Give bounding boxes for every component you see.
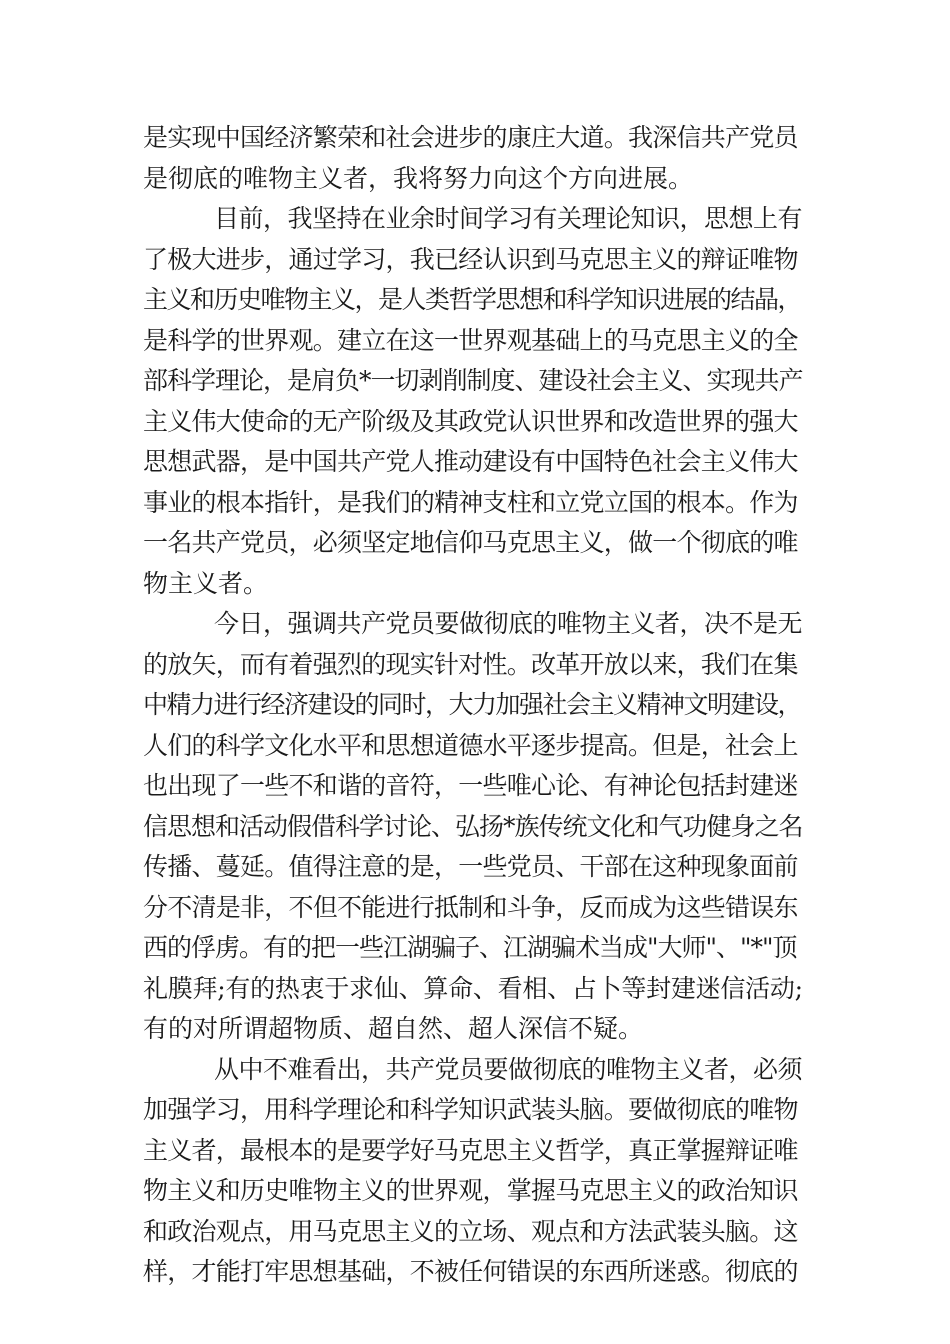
- paragraph-3-line-6: 信思想和活动假借科学讨论、弘扬*族传统文化和气功健身之名: [143, 811, 803, 841]
- paragraph-4-line-6: 样，才能打牢思想基础，不被任何错误的东西所迷惑。彻底的: [143, 1257, 798, 1286]
- paragraph-4-line-3: 主义者，最根本的是要学好马克思主义哲学，真正掌握辩证唯: [143, 1135, 798, 1165]
- paragraph-4-line-5: 和政治观点，用马克思主义的立场、观点和方法武装头脑。这: [143, 1216, 798, 1246]
- document-body: [143, 118, 803, 1293]
- paragraph-3-line-9: 西的俘虏。有的把一些江湖骗子、江湖骗术当成"大师"、"*"顶: [143, 933, 797, 962]
- paragraph-2-line-6: 主义伟大使命的无产阶级及其政党认识世界和改造世界的强大: [143, 406, 798, 436]
- paragraph-2-line-5: 部科学理论，是肩负*一切剥削制度、建设社会主义、实现共产: [143, 366, 803, 395]
- paragraph-3-line-11: 有的对所谓超物质、超自然、超人深信不疑。: [143, 1014, 644, 1043]
- paragraph-3-line-1: 今日，强调共产党员要做彻底的唯物主义者，决不是无: [214, 609, 803, 638]
- paragraph-2-line-10: 物主义者。: [143, 568, 269, 598]
- paragraph-3-line-2: 的放矢，而有着强烈的现实针对性。改革开放以来，我们在集: [143, 649, 798, 679]
- paragraph-3-line-5: 也出现了一些不和谐的音符，一些唯心论、有神论包括封建迷: [143, 771, 798, 800]
- paragraph-3-line-3: 中精力进行经济建设的同时，大力加强社会主义精神文明建设，: [143, 690, 802, 719]
- paragraph-4-line-1: 从中不难看出，共产党员要做彻底的唯物主义者，必须: [214, 1054, 803, 1084]
- paragraph-3-line-10: 礼膜拜;有的热衷于求仙、算命、看相、占卜等封建迷信活动;: [143, 973, 803, 1003]
- paragraph-2-line-2: 了极大进步，通过学习，我已经认识到马克思主义的辩证唯物: [143, 244, 798, 274]
- paragraph-2-line-4: 是科学的世界观。建立在这一世界观基础上的马克思主义的全: [143, 325, 798, 355]
- paragraph-2-line-3: 主义和历史唯物主义，是人类哲学思想和科学知识进展的结晶，: [143, 285, 802, 314]
- paragraph-4-line-4: 物主义和历史唯物主义的世界观，掌握马克思主义的政治知识: [143, 1176, 798, 1205]
- paragraph-2-line-1: 目前，我坚持在业余时间学习有关理论知识，思想上有: [214, 204, 803, 233]
- paragraph-1-line-2: 是彻底的唯物主义者，我将努力向这个方向进展。: [143, 163, 694, 193]
- paragraph-2-line-8: 事业的根本指针，是我们的精神支柱和立党立国的根本。作为: [143, 487, 798, 517]
- paragraph-2-line-9: 一名共产党员，必须坚定地信仰马克思主义，做一个彻底的唯: [143, 528, 798, 557]
- paragraph-2-line-7: 思想武器，是中国共产党人推动建设有中国特色社会主义伟大: [143, 447, 798, 476]
- paragraph-3-line-4: 人们的科学文化水平和思想道德水平逐步提高。但是，社会上: [143, 730, 798, 760]
- paragraph-3-line-7: 传播、蔓延。值得注意的是，一些党员、干部在这种现象面前: [143, 852, 798, 881]
- paragraph-4-line-2: 加强学习，用科学理论和科学知识武装头脑。要做彻底的唯物: [143, 1095, 798, 1124]
- paragraph-1-line-1: 是实现中国经济繁荣和社会进步的康庄大道。我深信共产党员: [143, 123, 798, 152]
- paragraph-3-line-8: 分不清是非，不但不能进行抵制和斗争，反而成为这些错误东: [143, 892, 798, 922]
